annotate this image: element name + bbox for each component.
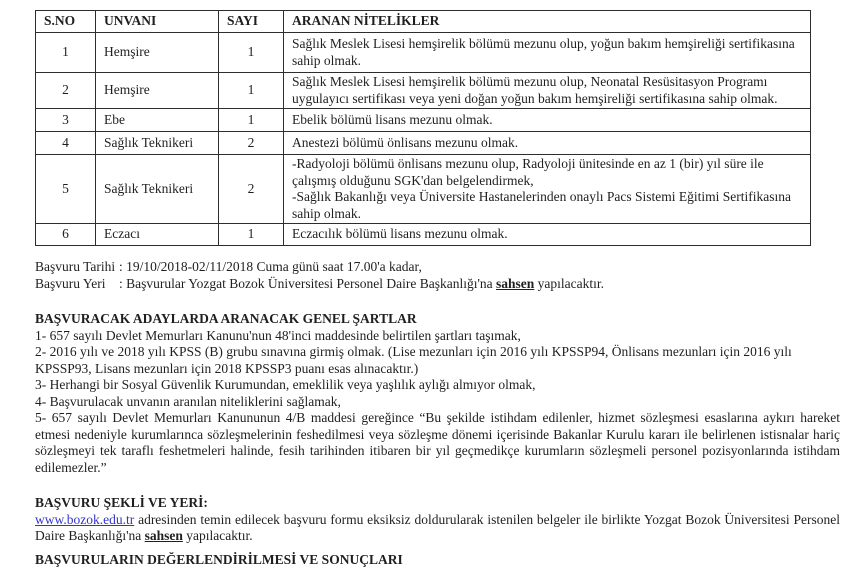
general-term-item: 2- 2016 yılı ve 2018 yılı KPSS (B) grubu sınavına girmiş olmak. (Lise mezunları için 2016 yılı KPSSP94, Önlisans mezunları için 2016 yılı KPSSP93, Lisans mezunları için 2018 KPSSP3 puanı esas alınacaktır.): [35, 344, 792, 376]
table-row: [36, 132, 811, 155]
column-header-sno: S.NO: [36, 11, 96, 33]
column-header-sayi: SAYI: [219, 11, 284, 33]
application-place-line: [35, 276, 840, 293]
application-method-text: adresinden temin edilecek başvuru formu eksiksiz doldurularak istenilen belgeler ile birlikte Yozgat Bozok Üniversitesi Personel Daire Başkanlığı'na: [35, 511, 840, 543]
cell-nitelik: Sağlık Meslek Lisesi hemşirelik bölümü mezunu olup, yoğun bakım hemşireliği sertifikasına sahip olmak.: [284, 33, 811, 73]
general-term-item: 4- Başvurulacak unvanın aranılan niteliklerini sağlamak,: [35, 393, 341, 409]
cell-sno: 4: [36, 132, 96, 155]
cell-nitelik: Eczacılık bölümü lisans mezunu olmak.: [284, 224, 811, 246]
table-row: [36, 109, 811, 132]
cell-sayi: 2: [219, 132, 284, 155]
positions-table: [35, 10, 811, 246]
application-place-value: : Başvurular Yozgat Bozok Üniversitesi Personel Daire Başkanlığı'na: [119, 275, 496, 291]
application-method-bold-word: sahsen: [144, 528, 183, 543]
table-row: [36, 73, 811, 109]
application-method-section: [35, 495, 840, 545]
cell-sayi: 1: [219, 33, 284, 73]
general-term-item: 3- Herhangi bir Sosyal Güvenlik Kurumundan, emeklilik veya yaşlılık aylığı almıyor olmak,: [35, 377, 536, 392]
cell-sno: 3: [36, 109, 96, 132]
general-terms-heading: BAŞVURACAK ADAYLARDA ARANACAK GENEL ŞARTLAR: [35, 311, 417, 326]
general-term-item: 1- 657 sayılı Devlet Memurları Kanunu'nun 48'inci maddesinde belirtilen şartları taşımak,: [35, 327, 521, 343]
cell-unvan: Hemşire: [96, 33, 219, 73]
website-link[interactable]: www.bozok.edu.tr: [35, 511, 135, 527]
application-method-paragraph: [35, 512, 840, 545]
cell-sno: 6: [36, 224, 96, 246]
cell-sayi: 1: [219, 109, 284, 132]
table-header-row: [36, 11, 811, 33]
table-row: [36, 155, 811, 224]
cell-unvan: Hemşire: [96, 73, 219, 109]
application-place-label: Başvuru Yeri: [35, 275, 106, 291]
cell-sayi: 1: [219, 224, 284, 246]
nitelik-line: -Radyoloji bölümü önlisans mezunu olup, Radyoloji ünitesinde en az 1 (bir) yıl süre ile çalışmış olduğunu SGK'dan belgelendirmek,: [292, 156, 764, 188]
cell-sno: 1: [36, 33, 96, 73]
application-date-label: Başvuru Tarihi: [35, 259, 116, 274]
application-method-suffix: yapılacaktır.: [182, 528, 253, 543]
cell-sayi: 2: [219, 155, 284, 224]
cell-unvan: Sağlık Teknikeri: [96, 155, 219, 224]
cell-sno: 5: [36, 155, 96, 224]
cell-unvan: Ebe: [96, 109, 219, 132]
cell-sayi: 1: [219, 73, 284, 109]
table-row: [36, 224, 811, 246]
nitelik-line: -Sağlık Bakanlığı veya Üniversite Hastanelerinden onaylı Pacs Sistemi Eğitimi Sertifikasına sahip olmak.: [292, 189, 792, 221]
general-term-item: 5- 657 sayılı Devlet Memurları Kanununun 4/B maddesi gereğince “Bu şekilde istihdam edilenler, hizmet sözleşmesi esaslarına aykırı hareket etmesi nedeniyle kurumlarınca sözleşmelerinin feshedilmesi veya sözleşme dönemi içerisinde Bakanlar Kurulu kararı ile belirlenen istisnalar hariç sözleşmeyi tek taraflı feshetmeleri halinde, fesih tarihinden itibaren bir yıl geçmedikçe kurumların sözleşmeli personel pozisyonlarında istihdam edilemezler.”: [35, 410, 840, 475]
general-terms-section: [35, 311, 840, 476]
cell-sno: 2: [36, 73, 96, 109]
cell-unvan: Eczacı: [96, 224, 219, 246]
column-header-nitelikler: ARANAN NİTELİKLER: [284, 11, 811, 33]
application-date-value: : 19/10/2018-02/11/2018 Cuma günü saat 17.00'a kadar,: [119, 259, 422, 274]
cell-nitelik: [284, 155, 811, 224]
application-place-bold-word: sahsen: [496, 275, 535, 291]
application-place-suffix: yapılacaktır.: [534, 275, 604, 291]
application-date-line: [35, 259, 840, 276]
cell-nitelik: Anestezi bölümü önlisans mezunu olmak.: [284, 132, 811, 155]
application-info: [35, 259, 840, 292]
cell-unvan: Sağlık Teknikeri: [96, 132, 219, 155]
cell-nitelik: Sağlık Meslek Lisesi hemşirelik bölümü mezunu olup, Neonatal Resüsitasyon Programı uygulayıcı sertifikası veya yeni doğan yoğun bakım hemşireliği sertifikasına sahip olmak.: [284, 73, 811, 109]
truncated-bottom-heading: BAŞVURULARIN DEĞERLENDİRİLMESİ VE SONUÇLARI: [35, 551, 403, 567]
cell-nitelik: Ebelik bölümü lisans mezunu olmak.: [284, 109, 811, 132]
application-method-heading: BAŞVURU ŞEKLİ VE YERİ:: [35, 495, 208, 510]
column-header-unvani: UNVANI: [96, 11, 219, 33]
table-row: [36, 33, 811, 73]
